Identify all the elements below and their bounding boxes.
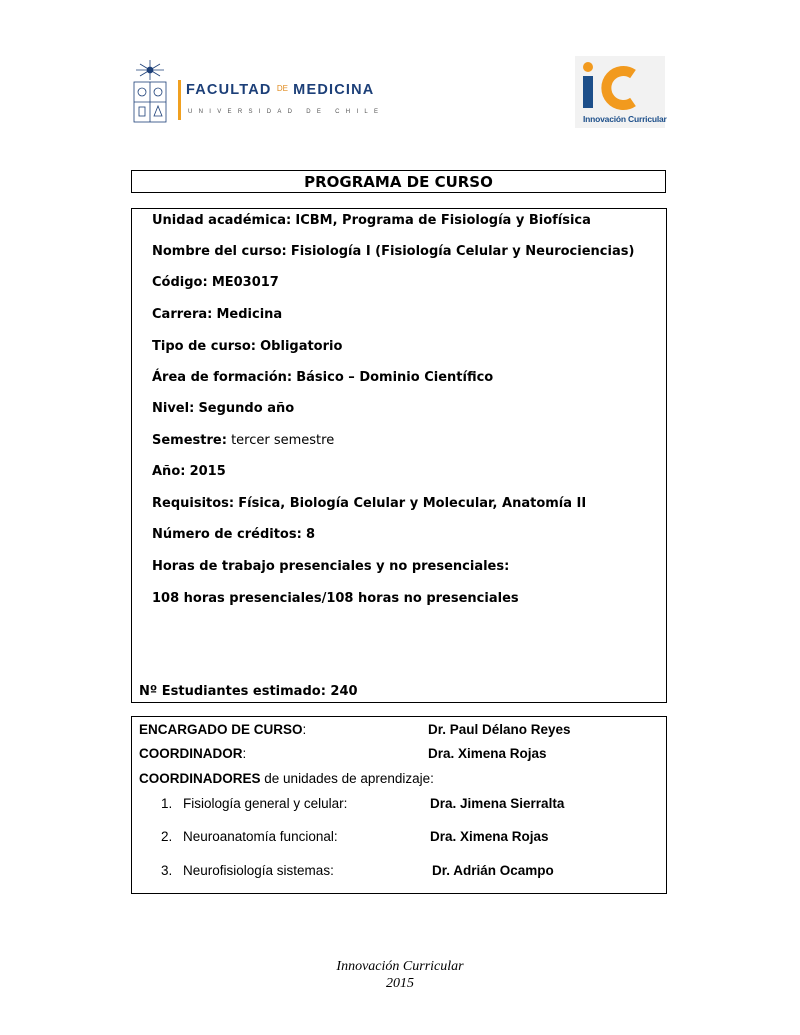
coordinador-row: COORDINADOR: bbox=[139, 746, 247, 761]
course-info-value: tercer semestre bbox=[231, 433, 335, 448]
course-info-row bbox=[152, 370, 493, 385]
course-info-value: Física, Biología Celular y Molecular, Anatomía II bbox=[238, 496, 587, 511]
unit-coordinator: Dra. Ximena Rojas bbox=[430, 829, 549, 844]
footer-year: 2015 bbox=[386, 976, 414, 991]
course-info-label: Código: bbox=[152, 275, 208, 290]
course-info-row bbox=[152, 464, 226, 479]
logo-divider bbox=[178, 80, 181, 120]
course-info-value: Medicina bbox=[216, 307, 283, 322]
students-estimate: Nº Estudiantes estimado: 240 bbox=[139, 684, 358, 699]
unit-number: 3. bbox=[161, 863, 173, 878]
course-info-label: Requisitos: bbox=[152, 496, 235, 511]
course-info-label: 108 horas presenciales/108 horas no presenciales bbox=[152, 591, 519, 606]
course-info-value: ICBM, Programa de Fisiología y Biofísica bbox=[295, 213, 591, 228]
course-info-row bbox=[152, 433, 334, 448]
course-info-row bbox=[152, 401, 294, 416]
encargado-label: ENCARGADO DE CURSO bbox=[139, 722, 303, 737]
course-info-row bbox=[152, 244, 634, 259]
course-info-label: Horas de trabajo presenciales y no presenciales: bbox=[152, 559, 510, 574]
unit-name: Fisiología general y celular: bbox=[183, 796, 348, 811]
course-info-value: 8 bbox=[305, 527, 315, 542]
course-info-label: Carrera: bbox=[152, 307, 213, 322]
course-info-label: Tipo de curso: bbox=[152, 339, 256, 354]
course-info-row bbox=[152, 213, 591, 228]
course-info-value: Fisiología I (Fisiología Celular y Neurociencias) bbox=[290, 244, 635, 259]
unit-coordinator: Dr. Adrián Ocampo bbox=[432, 863, 554, 878]
staff-box bbox=[131, 716, 667, 894]
coordinador-label: COORDINADOR bbox=[139, 746, 243, 761]
faculty-name: FACULTAD $^{DE}$ MEDICINA bbox=[186, 82, 375, 98]
course-info-value: Obligatorio bbox=[260, 339, 343, 354]
ic-logo-icon bbox=[575, 56, 665, 116]
coordinador-name: Dra. Ximena Rojas bbox=[428, 746, 547, 761]
course-info-box bbox=[131, 208, 667, 703]
course-info-label: Año: bbox=[152, 464, 186, 479]
footer-title: Innovación Curricular bbox=[336, 959, 464, 974]
course-info-label: Unidad académica: bbox=[152, 213, 292, 228]
unit-name: Neuroanatomía funcional: bbox=[183, 829, 338, 844]
page-title: PROGRAMA DE CURSO bbox=[131, 170, 666, 193]
coordinadores-label: COORDINADORES bbox=[139, 771, 261, 786]
unit-number: 2. bbox=[161, 829, 173, 844]
university-seal-icon bbox=[130, 58, 170, 126]
course-info-row bbox=[152, 591, 519, 606]
unit-name: Neurofisiología sistemas: bbox=[183, 863, 334, 878]
unit-coordinator: Dra. Jimena Sierraltа bbox=[430, 796, 565, 811]
coordinadores-row: COORDINADORES de unidades de aprendizaje: bbox=[139, 771, 434, 786]
course-info-value: Segundo año bbox=[198, 401, 295, 416]
course-info-label: Nombre del curso: bbox=[152, 244, 287, 259]
course-info-label: Número de créditos: bbox=[152, 527, 302, 542]
course-info-value: 2015 bbox=[189, 464, 226, 479]
course-info-value: ME03017 bbox=[211, 275, 279, 290]
course-info-label: Área de formación: bbox=[152, 370, 293, 385]
course-info-row bbox=[152, 275, 279, 290]
course-info-label: Nivel: bbox=[152, 401, 195, 416]
encargado-name: Dr. Paul Délano Reyes bbox=[428, 722, 571, 737]
course-info-label: Semestre: bbox=[152, 433, 227, 448]
unit-number: 1. bbox=[161, 796, 173, 811]
innovacion-curricular-logo bbox=[575, 56, 665, 128]
course-info-row bbox=[152, 307, 282, 322]
course-info-row bbox=[152, 339, 342, 354]
faculty-logo bbox=[130, 58, 385, 128]
course-info-row bbox=[152, 559, 509, 574]
course-info-row bbox=[152, 527, 315, 542]
university-name: UNIVERSIDAD DE CHILE bbox=[188, 109, 385, 115]
encargado-row: ENCARGADO DE CURSO: bbox=[139, 722, 307, 737]
ic-logo-label: Innovación Curricular bbox=[583, 114, 667, 124]
course-info-row bbox=[152, 496, 586, 511]
course-info-value: Básico – Dominio Científico bbox=[296, 370, 494, 385]
